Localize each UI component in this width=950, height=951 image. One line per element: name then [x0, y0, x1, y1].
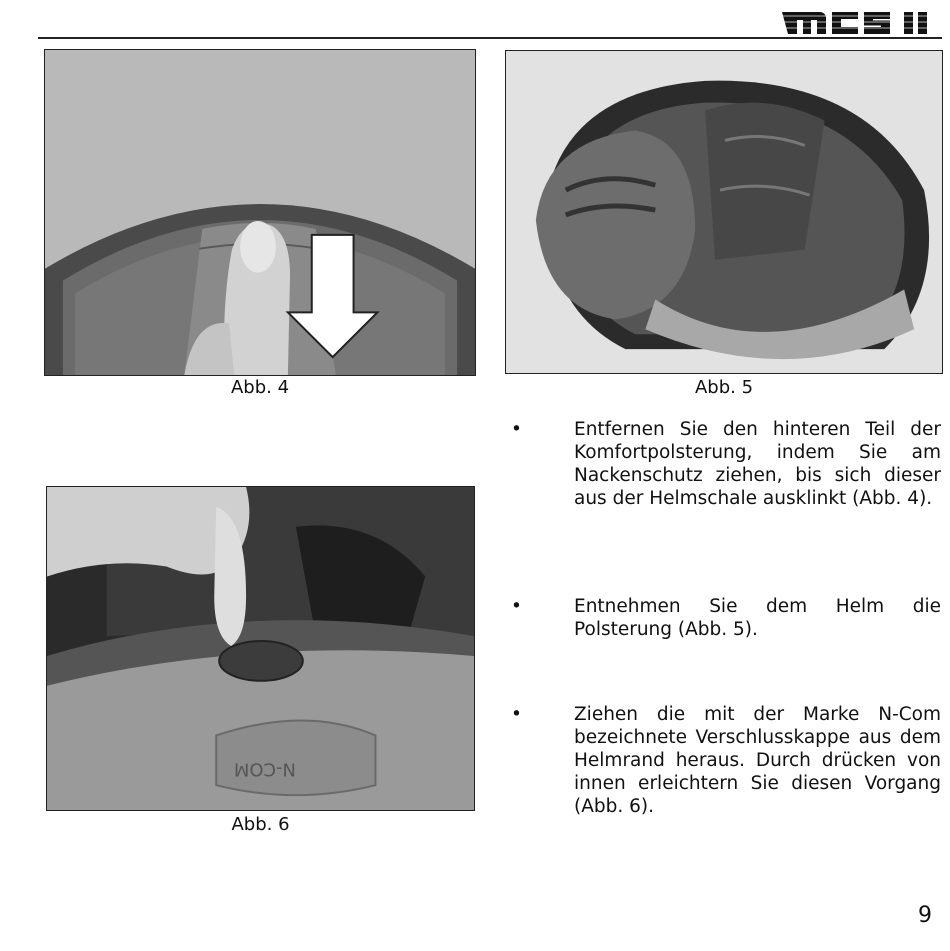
- header-rule: [38, 37, 942, 39]
- figure-5-caption: Abb. 5: [694, 377, 754, 398]
- page-number: 9: [918, 903, 932, 928]
- instruction-item: [511, 703, 941, 818]
- bullet-symbol: •: [511, 419, 522, 440]
- instruction-text: Entnehmen Sie dem Helm die Polsterung (Abb. 5).: [574, 596, 941, 640]
- figure-6-caption: Abb. 6: [231, 814, 290, 835]
- instruction-item: [511, 418, 941, 510]
- instruction-text: Ziehen die mit der Marke N-Com bezeichnete Verschlusskappe aus dem Helmrand heraus. Durch drücken von innen erleichtern Sie diesen Vorgang (Abb. 6).: [574, 704, 941, 817]
- figure-6-photo: [46, 486, 475, 811]
- svg-text:N-COM: N-COM: [233, 758, 296, 780]
- figure-4-caption: Abb. 4: [230, 377, 290, 398]
- figure-5-photo: [505, 50, 943, 374]
- instruction-text: Entfernen Sie den hinteren Teil der Komfortpolsterung, indem Sie am Nackenschutz ziehen, bis sich dieser aus der Helmschale ausklinkt (Abb. 4).: [574, 419, 941, 509]
- bullet-symbol: •: [511, 704, 522, 725]
- instruction-item: [511, 595, 941, 641]
- bullet-symbol: •: [511, 596, 522, 617]
- brand-logo: [778, 4, 938, 38]
- figure-4-photo: [44, 49, 476, 376]
